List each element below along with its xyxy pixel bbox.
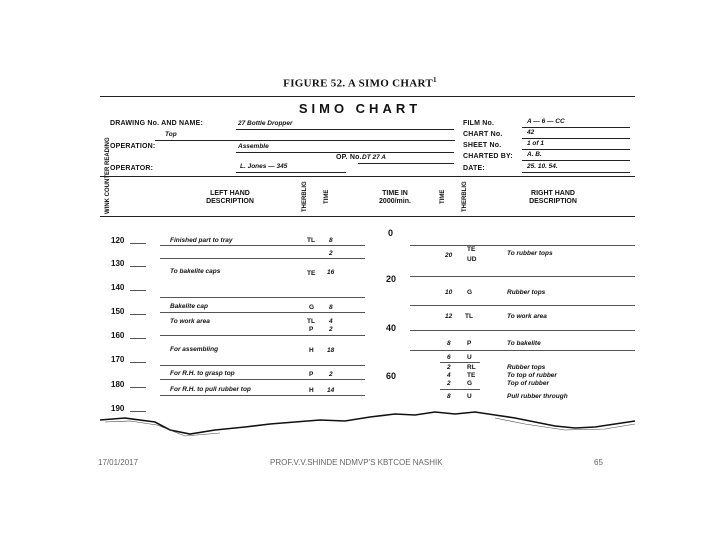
reading-130: 130 [111,259,125,268]
lh-desc-header: LEFT HAND DESCRIPTION [206,190,254,205]
lh-row-rule [160,395,365,396]
sheet-no-underline [522,149,630,150]
rh-desc-row-4: To work area [507,313,547,320]
chart-no-label: CHART No. [463,131,503,138]
rh-time-row-6: 6 [447,354,451,361]
charted-by-value: A. B. [527,151,542,158]
reading-160: 160 [111,331,125,340]
time-scale-60: 60 [386,371,397,381]
reading-170: 170 [111,355,125,364]
lh-row-rule [160,335,365,336]
rh-time-row-5: 8 [447,340,451,347]
chart-title: SIMO CHART [298,101,422,116]
chart-no-value: 42 [527,129,535,136]
lh-time-row-6: 2 [329,326,333,333]
therblig-header-left: THERBLIG [302,181,308,212]
lh-therblig-row-5: TL [307,318,315,325]
reading-140: 140 [111,283,125,292]
op-no-value: DT 27 A [362,154,386,161]
time-scale-20: 20 [386,274,397,284]
rh-time-row-4: 12 [445,313,453,320]
charted-by-underline [522,160,630,161]
operation-underline [236,152,454,153]
lh-row-rule [160,245,365,246]
operator-label: OPERATOR: [110,165,154,172]
film-underline [522,127,630,128]
reading-tick [130,387,146,388]
lh-desc-row-8: For R.H. to grasp top [170,370,235,377]
time-header-right: TIME [440,189,446,204]
rh-therblig-row-6: U [467,354,472,361]
rh-time-row-10: 8 [447,393,451,400]
drawing-label: DRAWING No. AND NAME: [110,120,203,127]
sheet-no-value: 1 of 1 [527,140,544,147]
date-value: 25. 10. 54. [527,163,558,170]
rh-desc-row-8: To top of rubber [507,372,557,379]
columns-bottom-rule [100,216,635,217]
reading-150: 150 [111,307,125,316]
rh-therblig-row-1: TE [467,246,476,253]
lh-row-rule [160,379,365,380]
op-no-label: OP. No. [336,154,362,161]
time-in-sub: 2000/min. [379,198,411,205]
rh-desc-row-1: To rubber tops [507,250,553,257]
reading-tick [130,314,146,315]
drawing-value: 27 Bottle Dropper [238,120,293,127]
lh-desc-row-7: For assembling [170,346,219,353]
rh-therblig-row-2: UD [467,256,477,263]
rh-desc-row-7: Rubber tops [507,364,546,371]
torn-edge-graphic [95,400,640,450]
lh-time-row-1: 8 [329,237,333,244]
rh-desc-row-5: To bakelite [507,340,541,347]
lh-row-rule [160,312,365,313]
columns-top-rule [100,176,635,177]
operator-value: L. Jones — 345 [240,163,288,170]
therblig-header-right: THERBLIG [462,181,468,212]
time-scale-0: 0 [388,228,394,238]
film-label: FILM No. [463,120,495,127]
lh-time-row-3: 16 [327,269,335,276]
reading-tick [130,266,146,267]
rh-therblig-row-5: P [467,340,472,347]
lh-desc-row-3: To bakelite caps [170,268,221,275]
rh-time-row-9: 2 [447,380,451,387]
reading-tick [130,362,146,363]
rh-time-row-1: 20 [445,252,453,259]
lh-therblig-row-1: TL [307,237,315,244]
time-scale-40: 40 [386,323,397,333]
rh-row-rule [410,276,635,277]
lh-row-rule [160,258,365,259]
rh-therblig-row-7: RL [467,364,476,371]
reading-190: 190 [111,404,125,413]
reading-180: 180 [111,380,125,389]
lh-desc-row-1: Finished part to tray [170,237,233,244]
rh-desc-row-3: Rubber tops [507,289,546,296]
lh-therblig-row-8: P [309,371,314,378]
rh-therblig-row-3: G [467,289,473,296]
time-header-left: TIME [324,189,330,204]
reading-120: 120 [111,236,125,245]
time-in-header [360,190,430,206]
lh-therblig-row-3: TE [307,270,316,277]
rh-time-row-8: 4 [447,372,451,379]
lh-therblig-row-9: H [309,387,314,394]
lh-time-row-7: 18 [327,347,335,354]
lh-therblig-row-6: P [309,326,314,333]
rh-desc-row-9: Top of rubber [507,380,550,387]
rh-row-rule [440,362,480,363]
figure-title-text: FIGURE 52. A SIMO CHART [283,77,434,90]
operation-value: Assemble [238,143,269,150]
charted-by-label: CHARTED BY: [463,153,513,160]
reading-tick [130,338,146,339]
footer-author: PROF.V.V.SHINDE NDMVP'S KBTCOE NASHIK [270,458,443,467]
figure-title [0,76,720,90]
lh-therblig-row-4: G [309,304,315,311]
operator-underline [236,172,346,173]
rh-time-row-7: 2 [447,364,451,371]
lh-therblig-row-7: H [309,347,314,354]
wink-column-header: WINK COUNTER READING [105,137,111,214]
rh-therblig-row-9: G [467,380,473,387]
sheet-no-label: SHEET No. [463,142,502,149]
lh-time-row-2: 2 [329,250,333,257]
reading-tick [130,290,146,291]
rh-therblig-row-10: U [467,393,472,400]
drawing-underline-2 [155,140,455,141]
sheet-top-rule [100,96,635,97]
drawing-value-2: Top [165,131,177,138]
rh-row-rule [440,389,480,390]
lh-desc-row-5: To work area [170,318,210,325]
lh-time-row-5: 4 [329,318,333,325]
op-no-underline [358,163,454,164]
operation-label: OPERATION: [110,143,156,150]
drawing-underline [236,129,454,130]
rh-row-rule [410,330,635,331]
lh-time-row-9: 14 [327,387,335,394]
lh-row-rule [160,297,365,298]
rh-therblig-row-8: TE [467,372,476,379]
reading-tick [130,243,146,244]
rh-desc-header: RIGHT HAND DESCRIPTION [529,190,577,205]
figure-footnote-mark: 1 [433,76,437,84]
rh-time-row-3: 10 [445,289,453,296]
film-value: A — 6 — CC [527,118,565,125]
rh-desc-row-10: Pull rubber through [507,393,568,400]
lh-desc-row-4: Bakelite cap [170,303,208,310]
chart-no-underline [522,138,630,139]
lh-row-rule [160,365,365,366]
rh-row-rule [410,305,635,306]
lh-time-row-8: 2 [329,371,333,378]
footer-page-number: 65 [594,458,603,467]
rh-row-rule [410,245,635,246]
rh-therblig-row-4: TL [465,313,473,320]
date-label: DATE: [463,165,485,172]
date-underline [522,172,630,173]
lh-time-row-4: 8 [329,304,333,311]
rh-row-rule [410,350,635,351]
time-in-label: TIME IN [382,190,408,197]
footer-date: 17/01/2017 [98,458,139,467]
lh-desc-row-9: For R.H. to pull rubber top [170,386,251,393]
